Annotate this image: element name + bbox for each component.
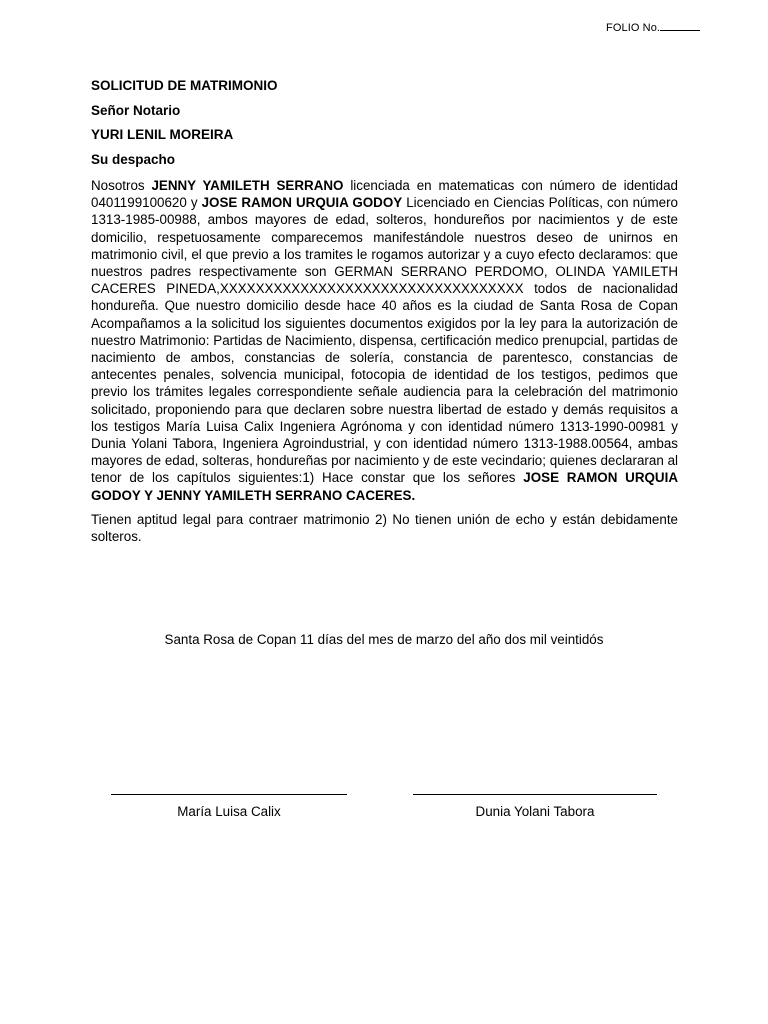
body-text-segment: Nosotros: [91, 178, 152, 193]
letter-header: [91, 78, 681, 176]
folio-field: [606, 20, 700, 34]
body-paragraph-2: Tienen aptitud legal para contraer matrimonio 2) No tienen unión de echo y están debidamente solteros.: [91, 511, 678, 545]
letter-body: [91, 177, 678, 545]
signature-line-left: [111, 782, 347, 795]
salutation: Señor Notario: [91, 102, 181, 118]
folio-label: FOLIO No.: [606, 22, 661, 34]
date-place-line: Santa Rosa de Copan 11 días del mes de marzo del año dos mil veintidós: [164, 632, 604, 647]
signer-name-left: María Luisa Calix: [177, 804, 281, 819]
applicant-name-2: JOSE RAMON URQUIA GODOY: [201, 195, 403, 211]
document-title: SOLICITUD DE MATRIMONIO: [91, 78, 278, 93]
signature-block-left: [111, 782, 347, 819]
notary-name: YURI LENIL MOREIRA: [91, 127, 234, 142]
signature-line-right: [413, 782, 657, 795]
applicants-names-final: JOSE RAMON URQUIA GODOY Y JENNY YAMILETH SERRANO CACERES.: [91, 470, 678, 503]
body-text-segment: licenciada en matematicas con número de identidad 0401199100620 y: [91, 178, 678, 211]
signature-block-right: [413, 782, 657, 819]
office-line: Su despacho: [91, 151, 176, 167]
signer-name-right: Dunia Yolani Tabora: [475, 804, 595, 819]
applicant-name-1: JENNY YAMILETH SERRANO: [151, 178, 344, 193]
body-paragraph-1: [91, 177, 678, 504]
body-text-segment: Licenciado en Ciencias Políticas, con número 1313-1985-00988, ambos mayores de edad, solteros, hondureños por nacimientos y de este domicilio, respetuosamente comparecemos manifestándole nuestros deseo de unirnos en matrimonio civil, el que previo a los tramites le rogamos autorizar y a cuyo efecto declaramos: que nuestros padres respectivamente son GERMAN SERRANO PERDOMO, OLINDA YAMILETH CACERES PINEDA,XXXXXXXXXXXXXXXXXXXXXXXXXXXXXXXXXX todos de nacionalidad hondureña. Que nuestro domicilio desde hace 40 años es la ciudad de Santa Rosa de Copan Acompañamos a la solicitud los siguientes documentos exigidos por la ley para la autorización de nuestro Matrimonio: Partidas de Nacimiento, dispensa, certificación medico prenupcial, partidas de nacimiento de ambos, constancias de solería, constancia de parentesco, constancias de antecentes penales, solvencia municipal, fotocopia de identidad de los testigos, pedimos que previo los trámites legales correspondiente señale audiencia para la celebración del matrimonio solicitado, proponiendo para que declaren sobre nuestra libertad de estado y demás requisitos a los testigos María Luisa Calix Ingeniera Agrónoma y con identidad número 1313-1990-00981 y Dunia Yolani Tabora, Ingeniera Agroindustrial, y con identidad número 1313-1988.00564, ambas mayores de edad, solteras, hondureñas por nacimiento y de este vecindario; quienes declararan al tenor de los capítulos siguientes:1) Hace constar que los señores: [91, 195, 678, 486]
folio-blank-line: [660, 20, 700, 31]
